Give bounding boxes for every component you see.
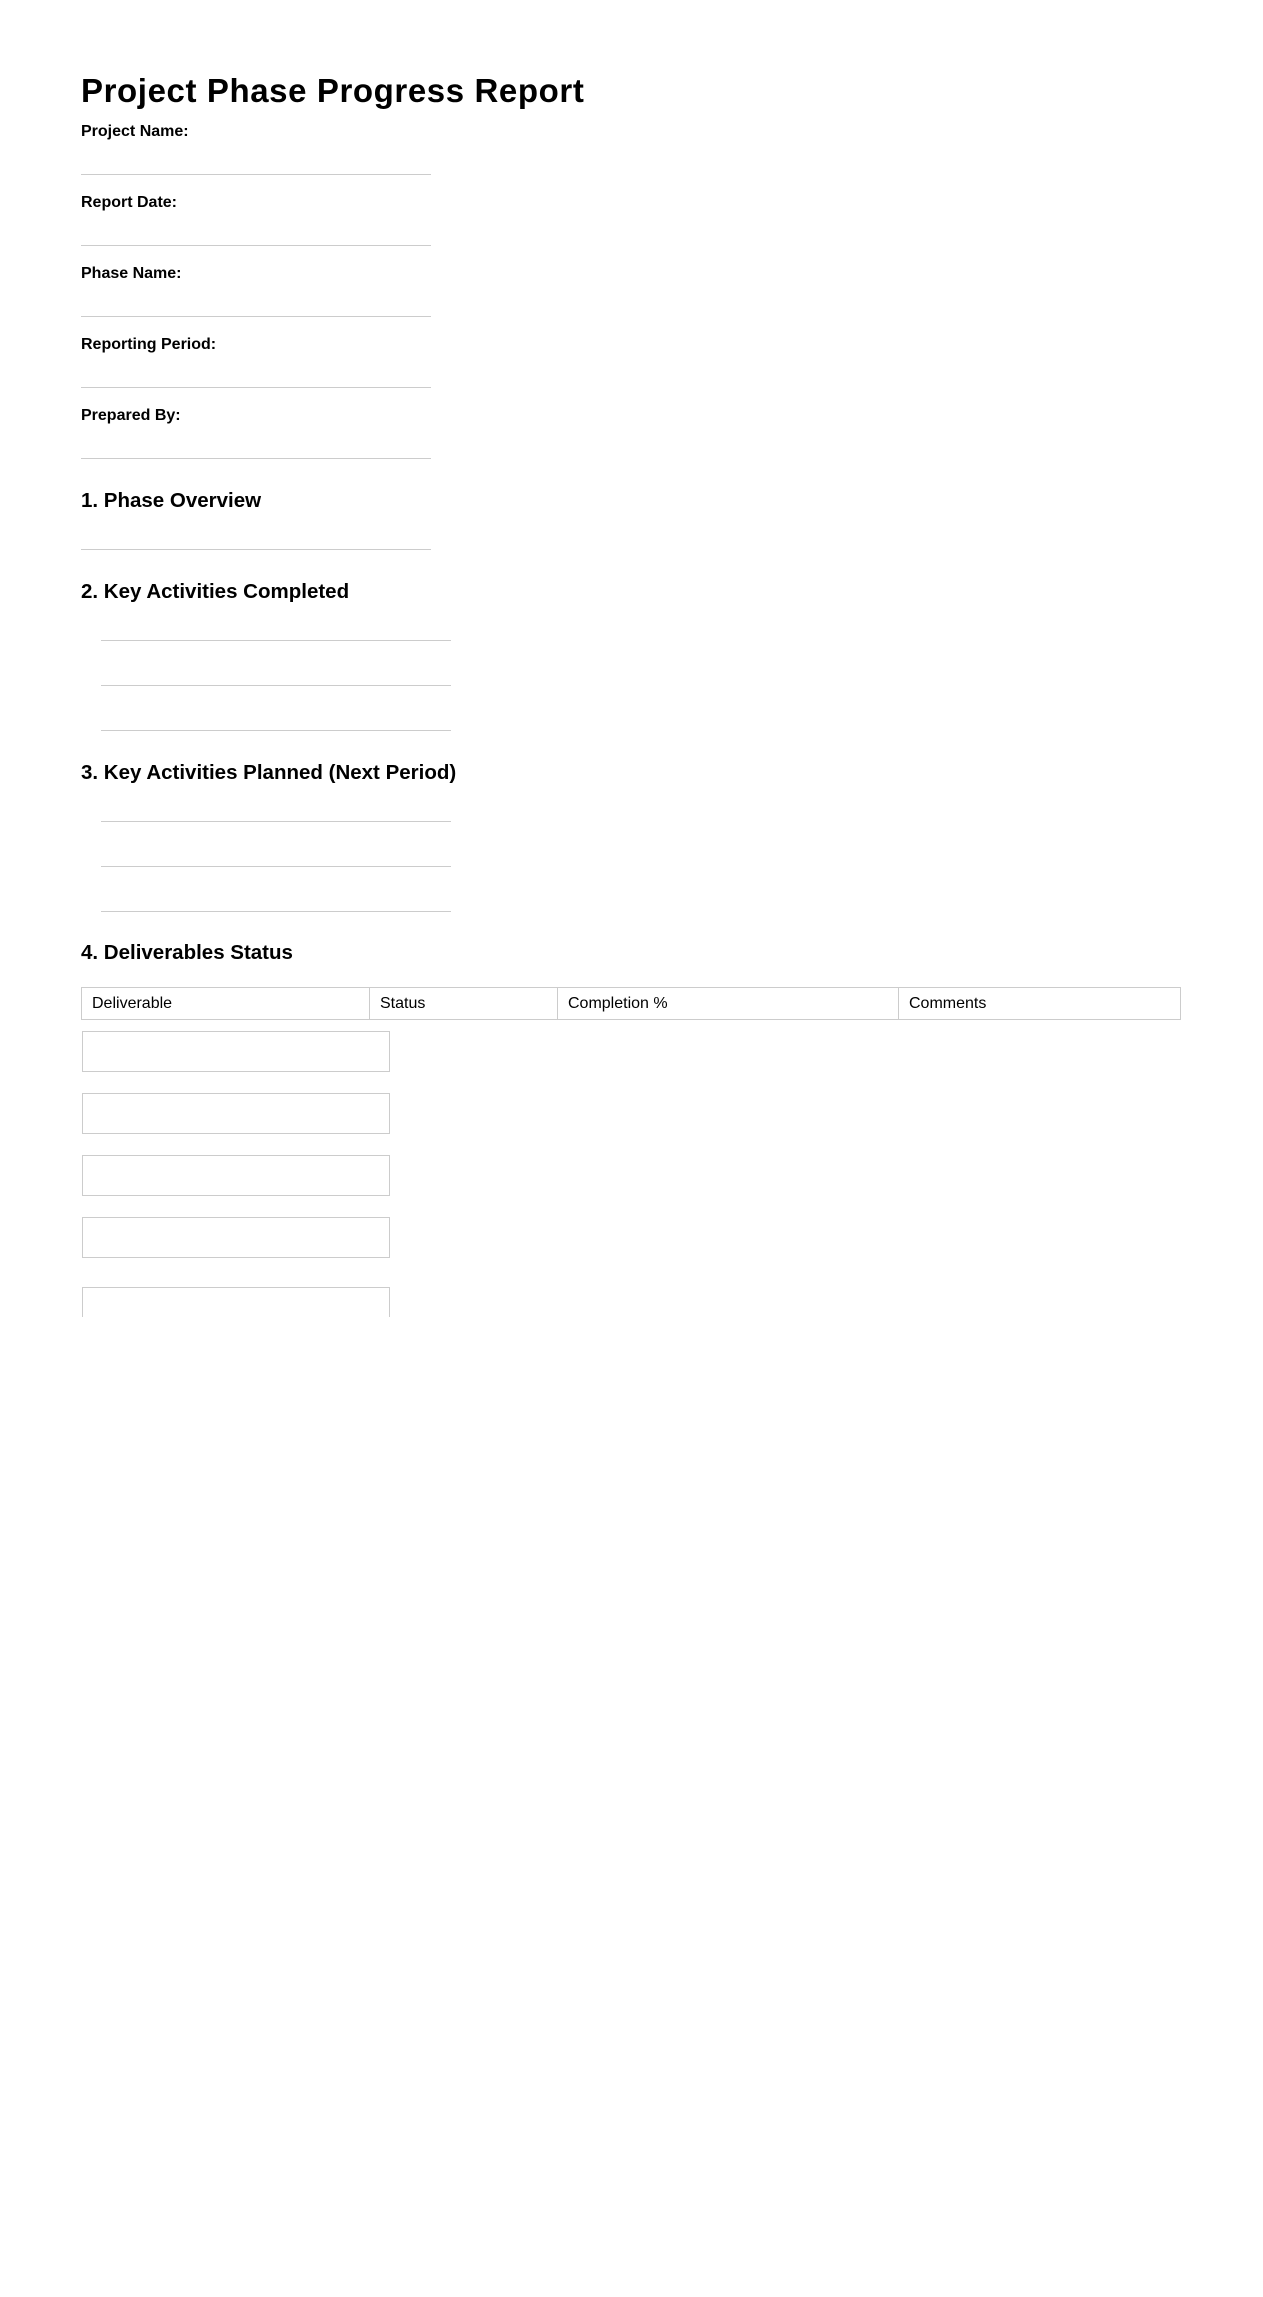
table-header-row	[82, 988, 1181, 1020]
column-header-comments: Comments	[899, 988, 1181, 1020]
phase-name-field[interactable]	[81, 316, 431, 317]
deliverables-table	[81, 987, 1181, 1020]
completed-activity-item-1[interactable]	[101, 640, 451, 641]
reporting-period-field[interactable]	[81, 387, 431, 388]
section-phase-overview-heading: 1. Phase Overview	[81, 489, 262, 512]
planned-activity-item-1[interactable]	[101, 821, 451, 822]
section-activities-planned-heading: 3. Key Activities Planned (Next Period)	[81, 761, 457, 784]
planned-activity-item-2[interactable]	[101, 866, 451, 867]
deliverable-input-row-5[interactable]	[82, 1287, 390, 1317]
project-name-field[interactable]	[81, 174, 431, 175]
column-header-status: Status	[370, 988, 558, 1020]
project-name-label: Project Name:	[81, 123, 189, 140]
completed-activity-item-3[interactable]	[101, 730, 451, 731]
column-header-completion: Completion %	[558, 988, 899, 1020]
report-date-field[interactable]	[81, 245, 431, 246]
deliverable-input-row-3[interactable]	[82, 1155, 390, 1196]
completed-activity-item-2[interactable]	[101, 685, 451, 686]
page-title: Project Phase Progress Report	[81, 72, 585, 109]
report-date-label: Report Date:	[81, 194, 178, 211]
column-header-deliverable: Deliverable	[82, 988, 370, 1020]
deliverable-input-row-1[interactable]	[82, 1031, 390, 1072]
prepared-by-field[interactable]	[81, 458, 431, 459]
deliverable-input-row-2[interactable]	[82, 1093, 390, 1134]
section-deliverables-heading: 4. Deliverables Status	[81, 941, 293, 964]
prepared-by-label: Prepared By:	[81, 407, 181, 424]
planned-activity-item-3[interactable]	[101, 911, 451, 912]
phase-overview-field[interactable]	[81, 549, 431, 550]
phase-name-label: Phase Name:	[81, 265, 182, 282]
deliverable-input-row-4[interactable]	[82, 1217, 390, 1258]
reporting-period-label: Reporting Period:	[81, 336, 217, 353]
section-activities-completed-heading: 2. Key Activities Completed	[81, 580, 350, 603]
